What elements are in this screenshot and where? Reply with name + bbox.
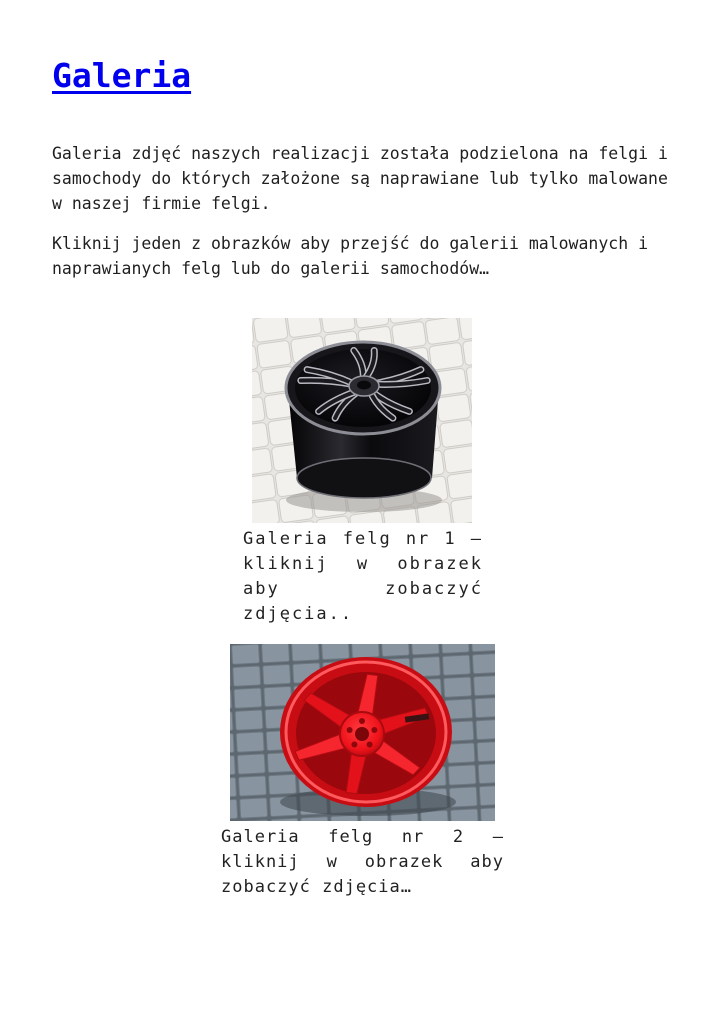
gallery-1-image-link[interactable] — [252, 318, 472, 523]
lug-nut — [359, 718, 365, 724]
lug-nut — [367, 742, 373, 748]
lug-nut — [351, 742, 357, 748]
intro-paragraph-2: Kliknij jeden z obrazków aby przejść do galerii malowanych i naprawianych felg lub do galerii samochodów… — [52, 234, 649, 278]
gallery-1-caption: Galeria felg nr 1 – kliknij w obrazek aby zobaczyć zdjęcia.. — [243, 529, 483, 624]
page-title-link[interactable]: Galeria — [52, 56, 192, 95]
lug-nut — [371, 727, 377, 733]
gallery-2-caption: Galeria felg nr 2 – kliknij w obrazek aby zobaczyć zdjęcia… — [221, 827, 504, 897]
lug-nut — [347, 727, 353, 733]
gallery-2-image-link[interactable] — [230, 644, 495, 821]
intro-paragraph-1: Galeria zdjęć naszych realizacji została podzielona na felgi i samochody do których założone są naprawiane lub tylko malowane w naszej firmie felgi. — [52, 144, 668, 213]
red-wheel-image[interactable] — [230, 644, 495, 821]
black-wheel-image[interactable] — [252, 318, 472, 523]
